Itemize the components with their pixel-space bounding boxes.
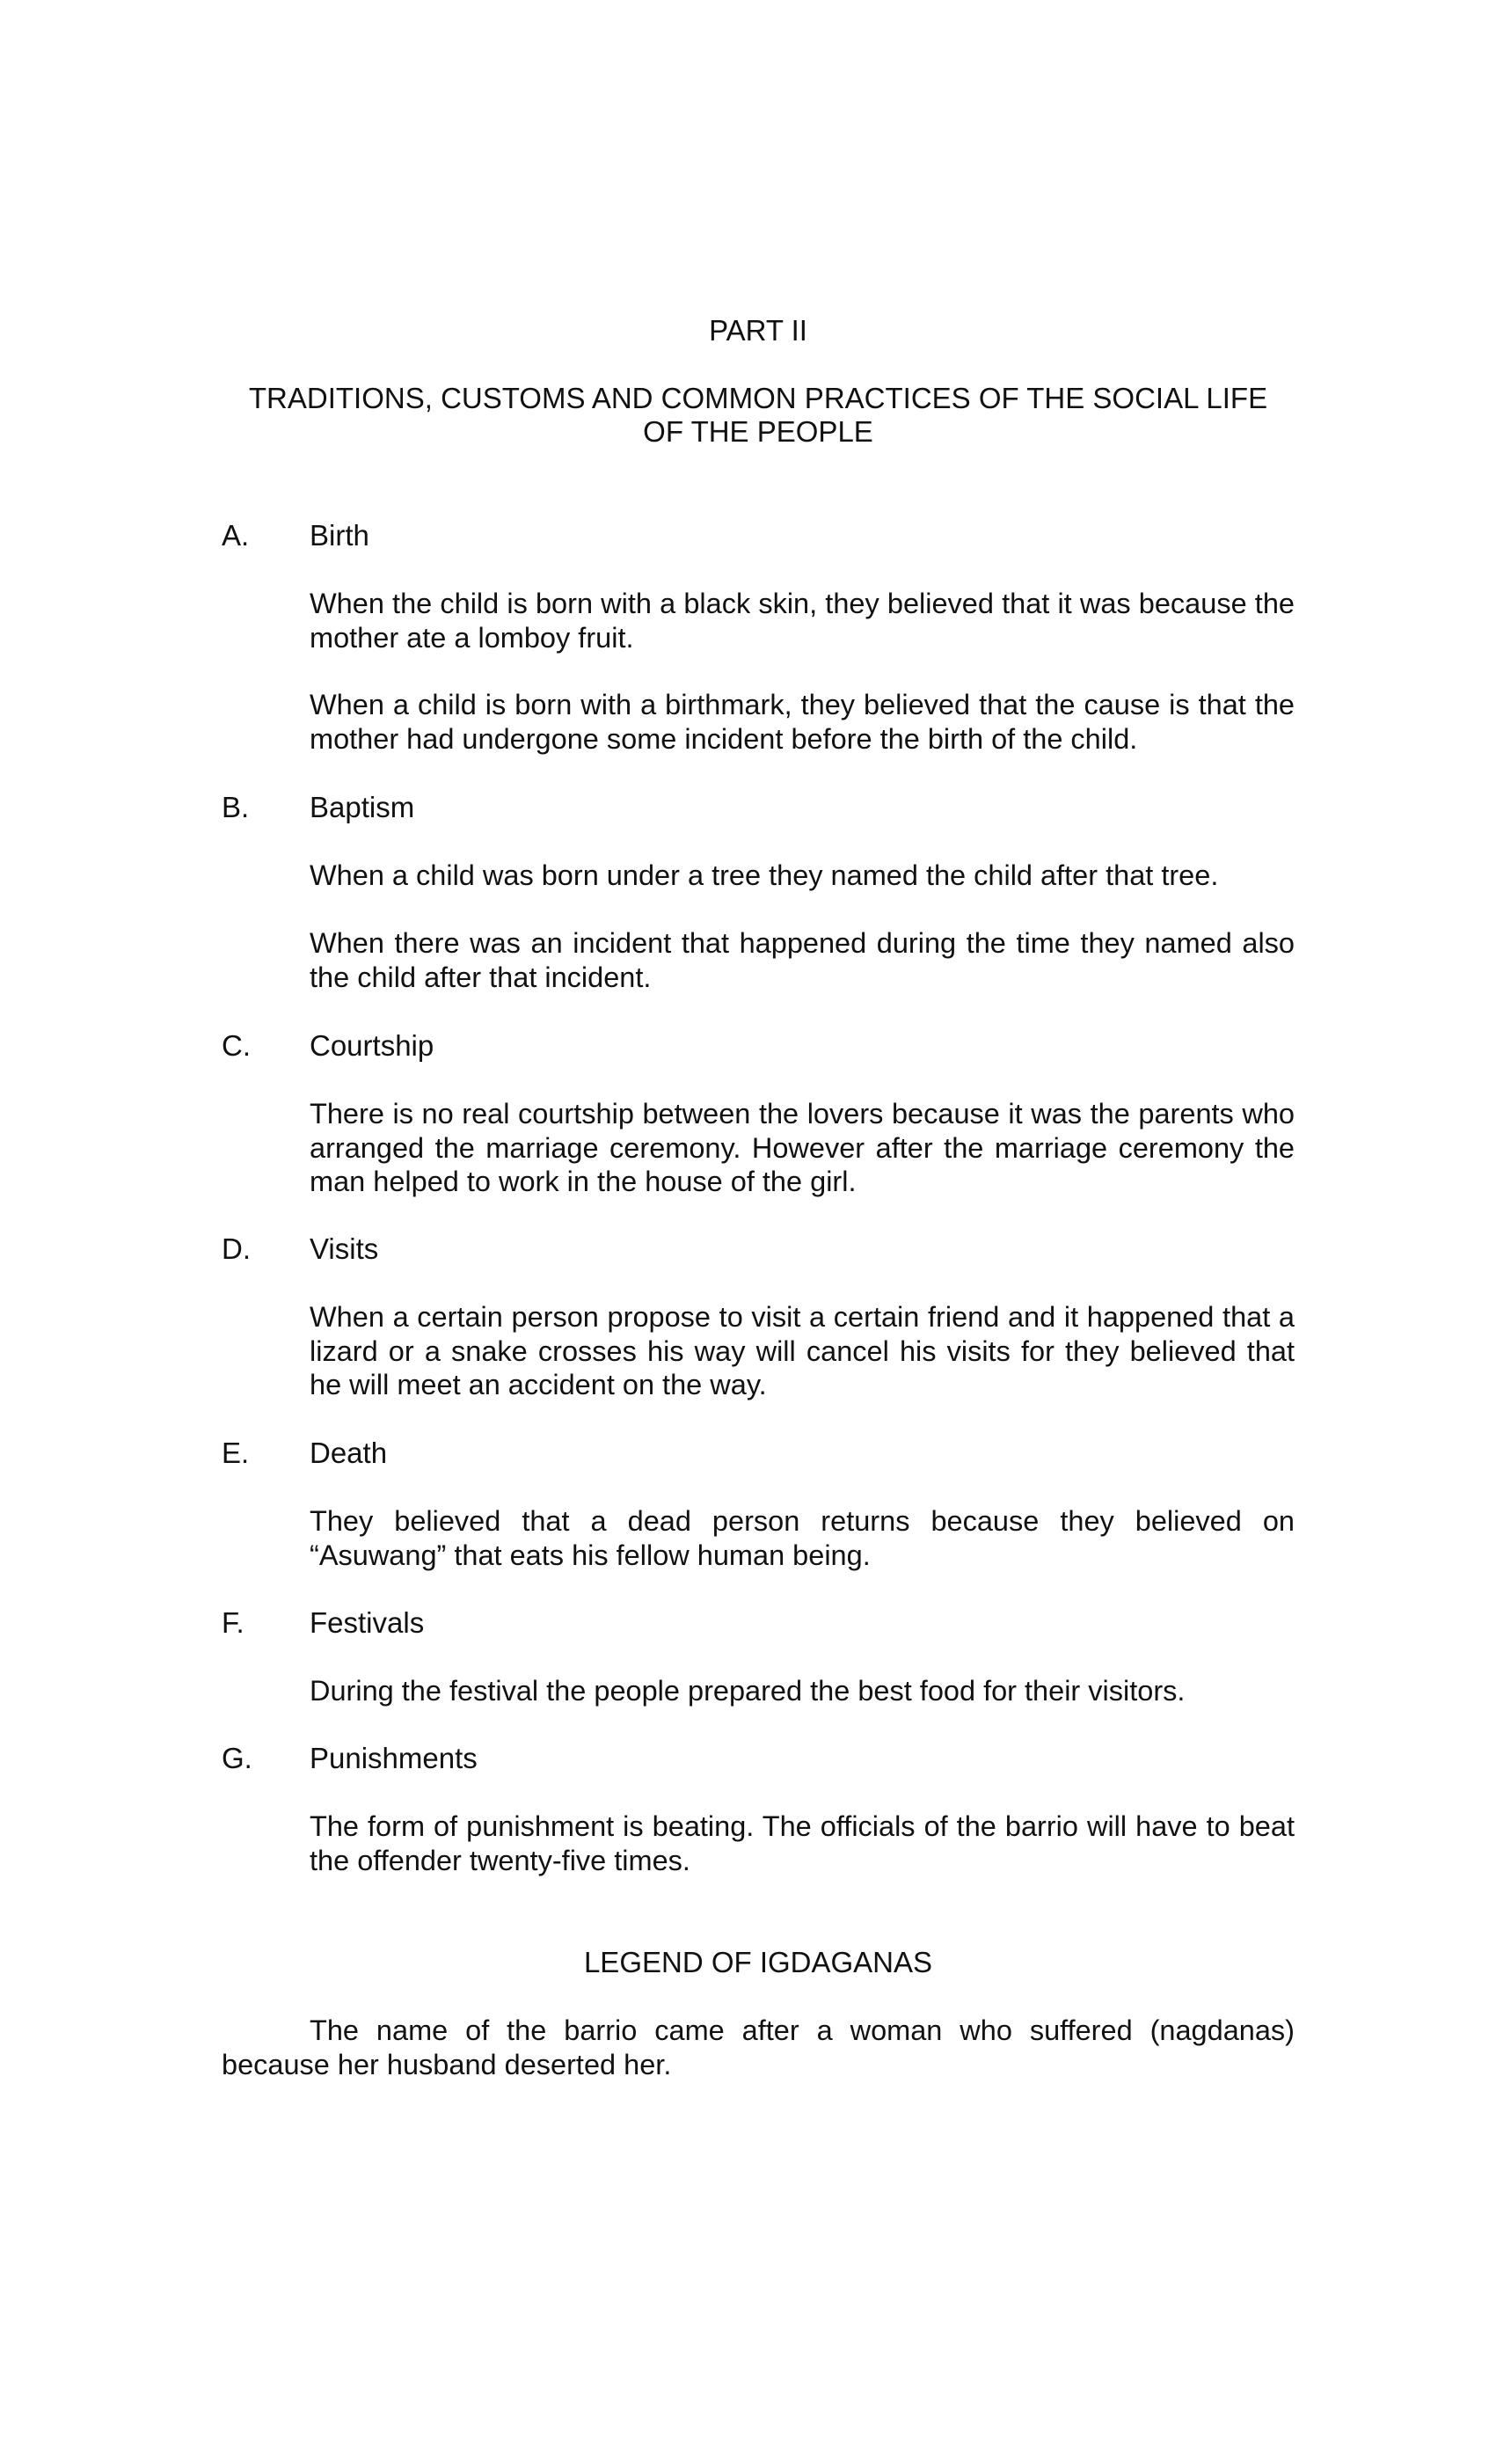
section-letter: C.: [222, 1029, 251, 1062]
section-heading: Baptism: [310, 791, 415, 823]
section-letter: B.: [222, 791, 250, 823]
legend-paragraph: The name of the barrio came after a woman who suffered (nagdanas) because her husband deserted her.: [222, 2014, 1295, 2080]
main-title-line-1: TRADITIONS, CUSTOMS AND COMMON PRACTICES OF THE SOCIAL LIFE: [248, 382, 1268, 414]
section-paragraph: When a certain person propose to visit a certain friend and it happened that a lizard or a snake crosses his way will cancel his visits for they believed that he will meet an accident on the way.: [310, 1301, 1295, 1400]
section-paragraph: They believed that a dead person returns because they believed on “Asuwang” that eats his fellow human being.: [310, 1505, 1295, 1571]
section-heading: Birth: [310, 519, 369, 552]
part-title: PART II: [709, 314, 807, 347]
section-letter: F.: [222, 1606, 244, 1639]
main-title-line-2: OF THE PEOPLE: [643, 415, 873, 448]
section-heading: Festivals: [310, 1606, 425, 1639]
legend-title: LEGEND OF IGDAGANAS: [583, 1946, 933, 1978]
section-paragraph: When the child is born with a black skin, they believed that it was because the mother ate a lomboy fruit.: [310, 588, 1295, 654]
section-paragraph: When a child is born with a birthmark, they believed that the cause is that the mother had undergone some incident before the birth of the child.: [310, 689, 1295, 755]
section-paragraph: When a child was born under a tree they named the child after that tree.: [310, 859, 1219, 891]
section-paragraph: When there was an incident that happened during the time they named also the child after that incident.: [310, 927, 1295, 993]
section-letter: G.: [222, 1742, 252, 1774]
section-heading: Punishments: [310, 1742, 478, 1774]
section-letter: A.: [222, 519, 250, 552]
section-heading: Courtship: [310, 1029, 434, 1062]
section-letter: D.: [222, 1232, 251, 1265]
section-paragraph: During the festival the people prepared the best food for their visitors.: [310, 1675, 1186, 1707]
section-paragraph: The form of punishment is beating. The officials of the barrio will have to beat the offender twenty-five times.: [310, 1810, 1295, 1876]
section-paragraph: There is no real courtship between the lovers because it was the parents who arranged the marriage ceremony. However after the marriage ceremony the man helped to work in the house of the girl.: [310, 1098, 1295, 1197]
section-letter: E.: [222, 1437, 250, 1469]
section-heading: Visits: [310, 1232, 379, 1265]
section-heading: Death: [310, 1437, 388, 1469]
